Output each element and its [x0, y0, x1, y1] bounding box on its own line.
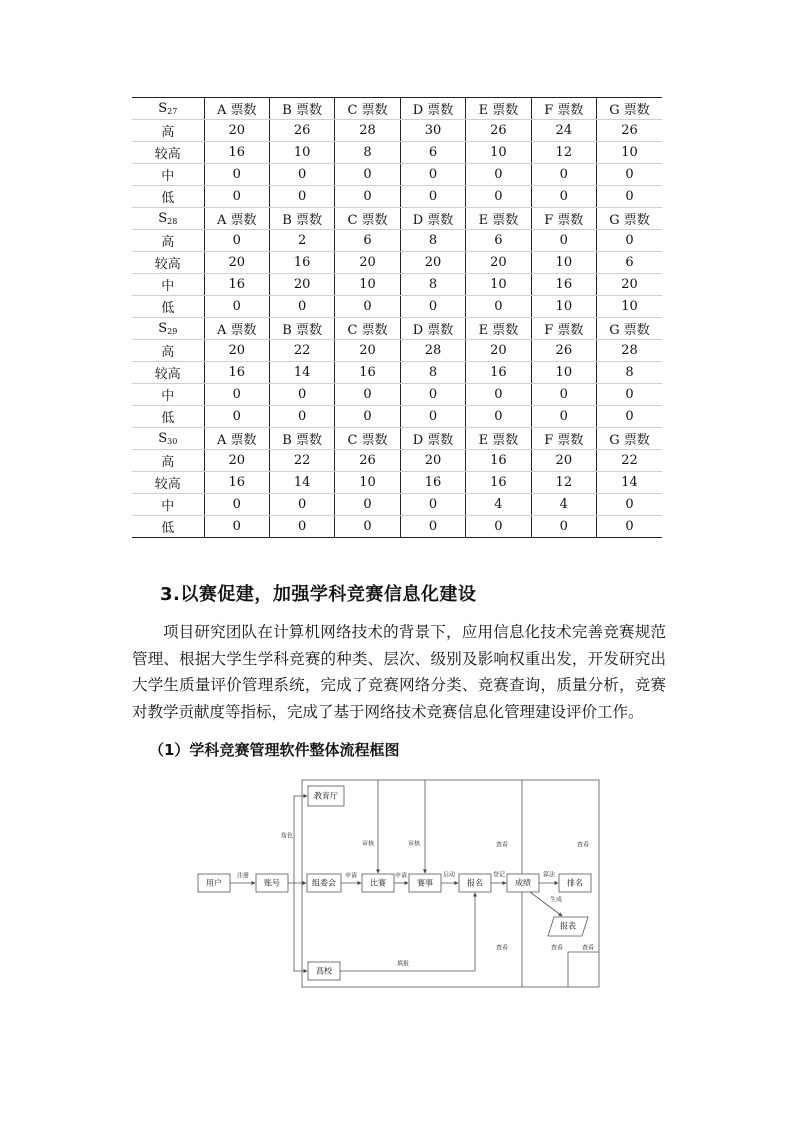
vote-cell: 0: [335, 516, 400, 538]
vote-cell: 16: [269, 252, 334, 274]
block-header-row: [132, 98, 662, 120]
vote-cell: 0: [269, 406, 334, 428]
vote-cell: 12: [531, 142, 596, 164]
column-header: C 票数: [335, 208, 400, 230]
vote-cell: 10: [269, 142, 334, 164]
row-label: 较高: [132, 472, 204, 494]
column-header: F 票数: [531, 98, 596, 120]
vote-cell: 26: [335, 450, 400, 472]
label-view-top-rank: 查看: [576, 841, 590, 849]
vote-cell: 0: [597, 494, 662, 516]
vote-cell: 20: [204, 120, 269, 142]
row-label: 较高: [132, 142, 204, 164]
vote-cell: 0: [269, 494, 334, 516]
vote-cell: 22: [269, 450, 334, 472]
vote-cell: 0: [466, 296, 531, 318]
row-label: 高: [132, 120, 204, 142]
vote-cell: 22: [597, 450, 662, 472]
vote-cell: 20: [466, 252, 531, 274]
vote-cell: 0: [597, 384, 662, 406]
vote-cell: 26: [597, 120, 662, 142]
block-symbol-cell: [132, 318, 204, 340]
label-register: 注册: [236, 872, 250, 880]
vote-cell: 8: [335, 142, 400, 164]
node-rank: 排名: [567, 878, 583, 888]
vote-cell: 0: [400, 494, 465, 516]
vote-cell: 16: [204, 142, 269, 164]
table-row: [132, 120, 662, 142]
row-label: 低: [132, 516, 204, 538]
block-symbol-index: 27: [167, 107, 178, 116]
label-apply2: 申请: [394, 872, 408, 880]
table-row: [132, 230, 662, 252]
vote-cell: 16: [204, 362, 269, 384]
vote-cell: 6: [597, 252, 662, 274]
vote-cell: 0: [269, 516, 334, 538]
block-symbol-index: 30: [167, 437, 178, 446]
label-view-bottom-mid: 查看: [550, 944, 564, 952]
table-row: [132, 186, 662, 208]
vote-cell: 0: [335, 384, 400, 406]
vote-cell: 0: [531, 384, 596, 406]
row-label: 低: [132, 186, 204, 208]
vote-cell: 24: [531, 120, 596, 142]
vote-cell: 0: [531, 186, 596, 208]
label-algorithm: 算法: [542, 871, 556, 879]
vote-cell: 16: [400, 472, 465, 494]
column-header: F 票数: [531, 318, 596, 340]
vote-cell: 0: [531, 164, 596, 186]
vote-cell: 0: [204, 186, 269, 208]
table-row: [132, 164, 662, 186]
vote-cell: 20: [335, 340, 400, 362]
node-event: 赛事: [417, 878, 433, 888]
label-view-bottom-left: 查看: [495, 944, 509, 952]
vote-cell: 0: [597, 516, 662, 538]
column-header: E 票数: [466, 208, 531, 230]
vote-cell: 8: [400, 230, 465, 252]
vote-cell: 0: [597, 164, 662, 186]
vote-cell: 22: [269, 340, 334, 362]
vote-cell: 10: [466, 274, 531, 296]
vote-cell: 20: [531, 450, 596, 472]
vote-cell: 16: [335, 362, 400, 384]
column-header: D 票数: [400, 318, 465, 340]
vote-cell: 0: [400, 516, 465, 538]
vote-cell: 14: [597, 472, 662, 494]
block-symbol: S: [158, 101, 168, 116]
vote-cell: 0: [597, 406, 662, 428]
vote-cell: 0: [466, 186, 531, 208]
vote-cell: 0: [400, 296, 465, 318]
block-symbol-index: 29: [167, 327, 178, 336]
vote-cell: 6: [335, 230, 400, 252]
vote-cell: 28: [400, 340, 465, 362]
vote-cell: 0: [204, 406, 269, 428]
label-view-top-score: 查看: [495, 841, 509, 849]
vote-cell: 0: [466, 516, 531, 538]
node-school: 高校: [316, 966, 332, 976]
label-start: 启动: [442, 871, 456, 879]
block-symbol: S: [158, 431, 168, 446]
flowchart-diagram: [190, 776, 605, 991]
column-header: D 票数: [400, 428, 465, 450]
row-label: 中: [132, 494, 204, 516]
vote-cell: 20: [400, 252, 465, 274]
vote-cell: 10: [597, 142, 662, 164]
label-review1: 审核: [361, 840, 375, 848]
node-user: 用户: [206, 878, 222, 888]
table-row: [132, 450, 662, 472]
vote-cell: 0: [269, 296, 334, 318]
vote-cell: 0: [335, 164, 400, 186]
node-contest: 比赛: [370, 878, 386, 888]
vote-cell: 14: [269, 472, 334, 494]
vote-cell: 0: [335, 186, 400, 208]
node-score: 成绩: [515, 878, 531, 888]
vote-cell: 8: [597, 362, 662, 384]
column-header: B 票数: [269, 98, 334, 120]
block-symbol-cell: [132, 98, 204, 120]
table-row: [132, 142, 662, 164]
table-row: [132, 406, 662, 428]
row-label: 中: [132, 274, 204, 296]
vote-cell: 8: [400, 362, 465, 384]
vote-cell: 0: [269, 164, 334, 186]
vote-cell: 0: [466, 164, 531, 186]
table-row: [132, 384, 662, 406]
block-symbol-index: 28: [167, 217, 178, 226]
column-header: G 票数: [597, 318, 662, 340]
column-header: E 票数: [466, 98, 531, 120]
row-label: 中: [132, 384, 204, 406]
column-header: B 票数: [269, 208, 334, 230]
vote-cell: 0: [400, 186, 465, 208]
subsection-heading: （1）学科竞赛管理软件整体流程框图: [149, 741, 400, 759]
vote-cell: 26: [531, 340, 596, 362]
label-view-bottom-right: 查看: [581, 944, 595, 952]
section-heading: 3.以赛促建，加强学科竞赛信息化建设: [160, 584, 477, 605]
vote-cell: 20: [335, 252, 400, 274]
label-fill: 填报: [396, 960, 410, 968]
vote-cell: 20: [597, 274, 662, 296]
block-header-row: [132, 428, 662, 450]
column-header: A 票数: [204, 318, 269, 340]
column-header: D 票数: [400, 208, 465, 230]
vote-cell: 10: [335, 274, 400, 296]
vote-cell: 14: [269, 362, 334, 384]
column-header: F 票数: [531, 208, 596, 230]
vote-cell: 0: [204, 296, 269, 318]
table-row: [132, 516, 662, 538]
vote-cell: 0: [335, 296, 400, 318]
column-header: D 票数: [400, 98, 465, 120]
column-header: A 票数: [204, 428, 269, 450]
outer-frame: [302, 780, 599, 987]
vote-cell: 0: [597, 230, 662, 252]
vote-cell: 20: [269, 274, 334, 296]
column-header: B 票数: [269, 428, 334, 450]
vote-cell: 20: [204, 450, 269, 472]
column-header: A 票数: [204, 98, 269, 120]
vote-cell: 16: [466, 362, 531, 384]
vote-cell: 0: [597, 186, 662, 208]
node-edu: 教育厅: [314, 791, 338, 801]
node-signup: 报名: [467, 878, 483, 888]
vote-cell: 2: [269, 230, 334, 252]
vote-cell: 30: [400, 120, 465, 142]
vote-cell: 20: [466, 340, 531, 362]
vote-cell: 10: [335, 472, 400, 494]
block-symbol-cell: [132, 428, 204, 450]
vote-cell: 16: [531, 274, 596, 296]
row-label: 低: [132, 296, 204, 318]
row-label: 低: [132, 406, 204, 428]
vote-cell: 12: [531, 472, 596, 494]
vote-cell: 10: [531, 362, 596, 384]
vote-cell: 28: [597, 340, 662, 362]
vote-cell: 20: [204, 340, 269, 362]
column-header: E 票数: [466, 318, 531, 340]
vote-cell: 0: [466, 406, 531, 428]
table-row: [132, 274, 662, 296]
vote-cell: 0: [400, 164, 465, 186]
column-header: E 票数: [466, 428, 531, 450]
block-symbol-cell: [132, 208, 204, 230]
table-row: [132, 494, 662, 516]
vote-cell: 0: [204, 384, 269, 406]
arrow-role-edu: [294, 796, 307, 883]
column-header: G 票数: [597, 98, 662, 120]
vote-cell: 16: [204, 274, 269, 296]
label-generate: 生成: [549, 896, 563, 904]
vote-cell: 0: [204, 164, 269, 186]
row-label: 中: [132, 164, 204, 186]
vote-cell: 0: [335, 494, 400, 516]
vote-cell: 10: [531, 252, 596, 274]
vote-cell: 26: [466, 120, 531, 142]
vote-table: [132, 97, 662, 538]
label-review2: 审核: [407, 840, 421, 848]
arrow-role-school: [294, 883, 307, 971]
vote-cell: 0: [466, 384, 531, 406]
node-account: 账号: [264, 878, 280, 888]
label-role: 角色: [280, 832, 294, 840]
column-header: A 票数: [204, 208, 269, 230]
node-report: 报表: [560, 921, 576, 931]
vote-cell: 0: [531, 516, 596, 538]
column-header: G 票数: [597, 428, 662, 450]
vote-cell: 0: [531, 406, 596, 428]
row-label: 较高: [132, 362, 204, 384]
label-enroll: 登记: [492, 871, 506, 879]
vote-cell: 16: [466, 450, 531, 472]
vote-cell: 0: [335, 406, 400, 428]
vote-cell: 0: [269, 186, 334, 208]
vote-cell: 0: [400, 406, 465, 428]
vote-cell: 4: [531, 494, 596, 516]
block-symbol: S: [158, 211, 168, 226]
table-row: [132, 340, 662, 362]
vote-cell: 8: [400, 274, 465, 296]
block-header-row: [132, 208, 662, 230]
column-header: C 票数: [335, 318, 400, 340]
vote-cell: 20: [400, 450, 465, 472]
vote-cell: 4: [466, 494, 531, 516]
column-header: C 票数: [335, 98, 400, 120]
column-header: F 票数: [531, 428, 596, 450]
vote-cell: 26: [269, 120, 334, 142]
row-label: 高: [132, 450, 204, 472]
row-label: 高: [132, 230, 204, 252]
vote-cell: 20: [204, 252, 269, 274]
row-label: 高: [132, 340, 204, 362]
vote-cell: 10: [597, 296, 662, 318]
block-header-row: [132, 318, 662, 340]
vote-cell: 10: [466, 142, 531, 164]
vote-cell: 0: [400, 384, 465, 406]
column-header: G 票数: [597, 208, 662, 230]
row-label: 较高: [132, 252, 204, 274]
column-header: B 票数: [269, 318, 334, 340]
table-row: [132, 296, 662, 318]
vote-cell: 0: [204, 516, 269, 538]
node-organizer: 组委会: [312, 878, 336, 888]
vote-table-body: [132, 98, 662, 538]
vote-cell: 6: [466, 230, 531, 252]
block-symbol: S: [158, 321, 168, 336]
vote-cell: 10: [531, 296, 596, 318]
vote-cell: 0: [204, 230, 269, 252]
arrow-school-signup: [340, 893, 475, 971]
label-apply: 申请: [344, 872, 358, 880]
vote-cell: 16: [466, 472, 531, 494]
table-row: [132, 252, 662, 274]
body-paragraph: 项目研究团队在计算机网络技术的背景下，应用信息化技术完善竞赛规范管理、根据大学生学科竞赛的种类、层次、级别及影响权重出发，开发研究出大学生质量评价管理系统，完成了竞赛网络分类、竞赛查询，质量分析，竞赛对教学贡献度等指标，完成了基于网络技术竞赛信息化管理建设评价工作。: [132, 623, 666, 721]
vote-cell: 0: [269, 384, 334, 406]
vote-cell: 0: [204, 494, 269, 516]
vote-cell: 28: [335, 120, 400, 142]
vote-cell: 6: [400, 142, 465, 164]
vote-cell: 16: [204, 472, 269, 494]
table-row: [132, 362, 662, 384]
vote-cell: 0: [531, 230, 596, 252]
column-header: C 票数: [335, 428, 400, 450]
table-row: [132, 472, 662, 494]
